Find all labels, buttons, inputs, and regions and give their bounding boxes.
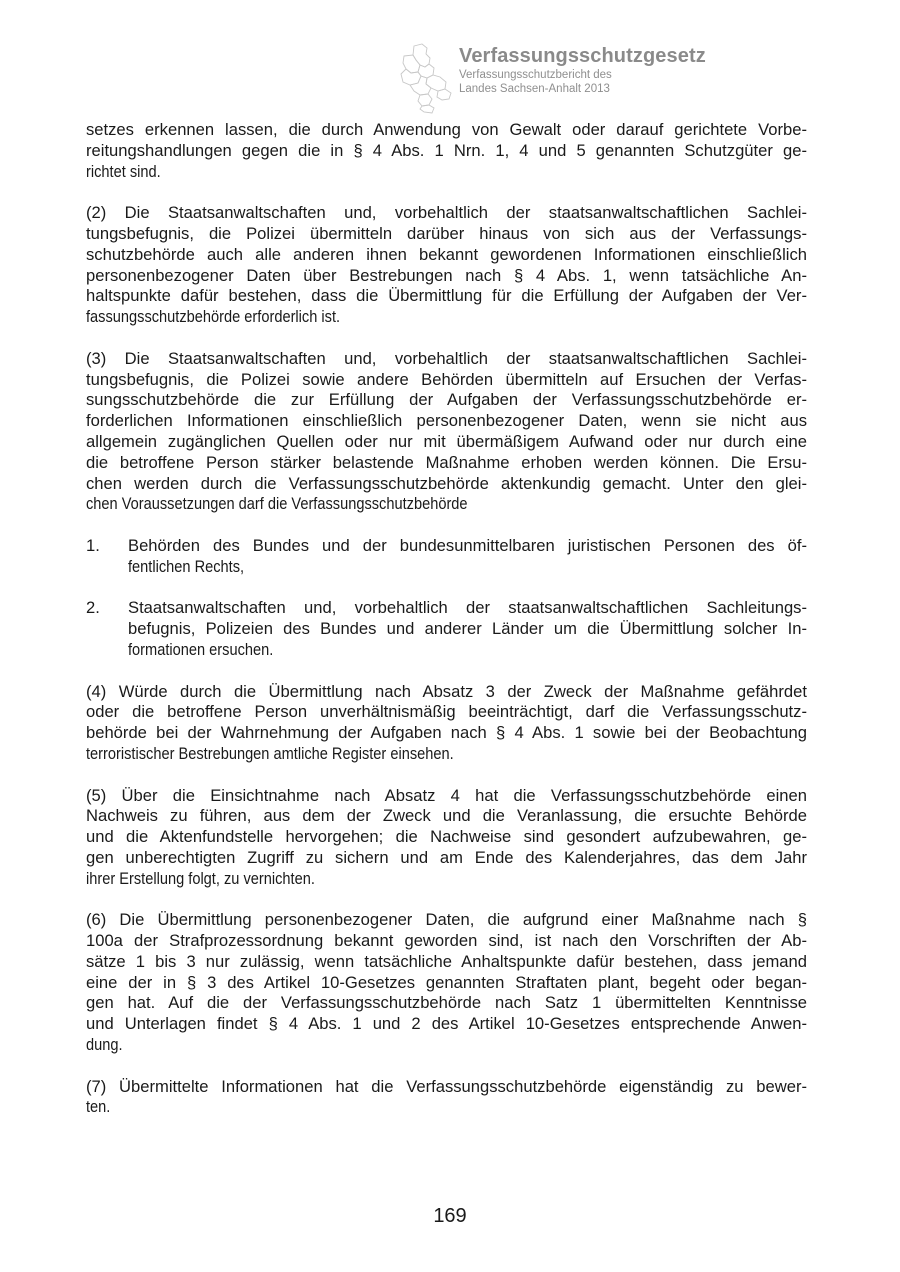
list-item-text	[128, 536, 807, 578]
text-line: tungsbefugnis, die Polizei sowie andere Behörden übermitteln auf Ersuchen der Verfas-	[86, 369, 807, 389]
text-line: und Unterlagen findet § 4 Abs. 1 und 2 des Artikel 10-Gesetzes entsprechende Anwen-	[86, 1014, 807, 1034]
paragraph-abs6	[86, 910, 807, 1056]
list-item-2	[86, 598, 807, 660]
text-line: die betroffene Person stärker belastende Maßnahme erhoben werden können. Die Ersu-	[86, 452, 807, 472]
document-subtitle-line1: Verfassungsschutzbericht des	[459, 69, 612, 81]
text-line: dung.	[86, 1035, 123, 1055]
text-line: (5) Über die Einsichtnahme nach Absatz 4 hat die Verfassungsschutzbehörde einen	[86, 785, 807, 805]
list-item-1	[86, 536, 807, 578]
sachsen-anhalt-map-icon	[396, 42, 456, 114]
page-header	[396, 42, 736, 114]
text-line: behörde bei der Wahrnehmung der Aufgaben nach § 4 Abs. 1 sowie bei der Beobachtung	[86, 723, 807, 743]
text-line: oder die betroffene Person unverhältnismäßig beeinträchtigt, darf die Verfassungsschutz-	[86, 702, 807, 722]
text-line: schutzbehörde auch alle anderen ihnen bekannt gewordenen Informationen einschließlich	[86, 244, 807, 264]
text-line: haltspunkte dafür bestehen, dass die Übermittlung für die Erfüllung der Aufgaben der Ver-	[86, 286, 807, 306]
text-line: allgemein zugänglichen Quellen oder nur mit übermäßigem Aufwand oder nur durch eine	[86, 431, 807, 451]
text-line: forderlichen Informationen einschließlich personenbezogener Daten, wenn sie nicht aus	[86, 411, 807, 431]
text-line: reitungshandlungen gegen die in § 4 Abs. 1 Nrn. 1, 4 und 5 genannten Schutzgüter ge-	[86, 140, 807, 160]
text-line: gen hat. Auf die der Verfassungsschutzbehörde nach Satz 1 übermittelten Kenntnisse	[86, 993, 807, 1013]
text-line: formationen ersuchen.	[128, 639, 274, 659]
text-line: 100a der Strafprozessordnung bekannt geworden sind, ist nach den Vorschriften der Ab-	[86, 931, 807, 951]
text-line: eine der in § 3 des Artikel 10-Gesetzes genannten Straftaten plant, begeht oder began-	[86, 972, 807, 992]
document-title: Verfassungsschutzgesetz	[459, 45, 706, 67]
text-line: sungsschutzbehörde die zur Erfüllung der Aufgaben der Verfassungsschutzbehörde er-	[86, 390, 807, 410]
paragraph-continuation	[86, 120, 807, 182]
text-line: gen unberechtigten Zugriff zu sichern und am Ende des Kalenderjahres, das dem Jahr	[86, 847, 807, 867]
text-line: fassungsschutzbehörde erforderlich ist.	[86, 307, 341, 327]
text-line: setzes erkennen lassen, die durch Anwendung von Gewalt oder darauf gerichtete Vorbe-	[86, 120, 807, 139]
text-line: chen werden durch die Verfassungsschutzbehörde aktenkundig gemacht. Unter den glei-	[86, 473, 807, 493]
text-line: (3) Die Staatsanwaltschaften und, vorbehaltlich der staatsanwaltschaftlichen Sachlei-	[86, 348, 807, 368]
text-line: und die Aktenfundstelle hervorgehen; die Nachweise sind gesondert aufzubewahren, ge-	[86, 827, 807, 847]
text-line: chen Voraussetzungen darf die Verfassungsschutzbehörde	[86, 494, 468, 514]
list-number: 2.	[86, 598, 100, 618]
list-item-text	[128, 598, 807, 660]
document-subtitle-line2: Landes Sachsen-Anhalt 2013	[459, 83, 610, 95]
text-line: sätze 1 bis 3 nur zulässig, wenn tatsächliche Anhaltspunkte dafür bestehen, dass jemand	[86, 951, 807, 971]
text-line: terroristischer Bestrebungen amtliche Register einsehen.	[86, 743, 454, 763]
text-line: ten.	[86, 1097, 111, 1117]
text-line: ihrer Erstellung folgt, zu vernichten.	[86, 868, 315, 888]
text-line: (7) Übermittelte Informationen hat die Verfassungsschutzbehörde eigenständig zu bewer-	[86, 1076, 807, 1096]
page-number: 169	[433, 1205, 467, 1227]
text-line: (2) Die Staatsanwaltschaften und, vorbehaltlich der staatsanwaltschaftlichen Sachlei-	[86, 203, 807, 223]
document-body	[86, 120, 807, 1139]
text-line: Behörden des Bundes und der bundesunmittelbaren juristischen Personen des öf-	[128, 535, 807, 555]
paragraph-abs5	[86, 786, 807, 890]
text-line: (4) Würde durch die Übermittlung nach Absatz 3 der Zweck der Maßnahme gefährdet	[86, 681, 807, 701]
text-line: fentlichen Rechts,	[128, 556, 245, 576]
list-number: 1.	[86, 535, 100, 555]
paragraph-abs2	[86, 203, 807, 328]
text-line: befugnis, Polizeien des Bundes und anderer Länder um die Übermittlung solcher In-	[128, 619, 807, 639]
text-line: personenbezogener Daten über Bestrebungen nach § 4 Abs. 1, wenn tatsächliche An-	[86, 265, 807, 285]
text-line: richtet sind.	[86, 161, 161, 181]
text-line: Nachweis zu führen, aus dem der Zweck und die Veranlassung, die ersuchte Behörde	[86, 806, 807, 826]
paragraph-abs3	[86, 349, 807, 515]
paragraph-abs4	[86, 682, 807, 765]
text-line: Staatsanwaltschaften und, vorbehaltlich der staatsanwaltschaftlichen Sachleitungs-	[128, 598, 807, 618]
paragraph-abs7	[86, 1077, 807, 1119]
text-line: tungsbefugnis, die Polizei übermitteln darüber hinaus von sich aus der Verfassungs-	[86, 223, 807, 243]
text-line: (6) Die Übermittlung personenbezogener Daten, die aufgrund einer Maßnahme nach §	[86, 910, 807, 930]
